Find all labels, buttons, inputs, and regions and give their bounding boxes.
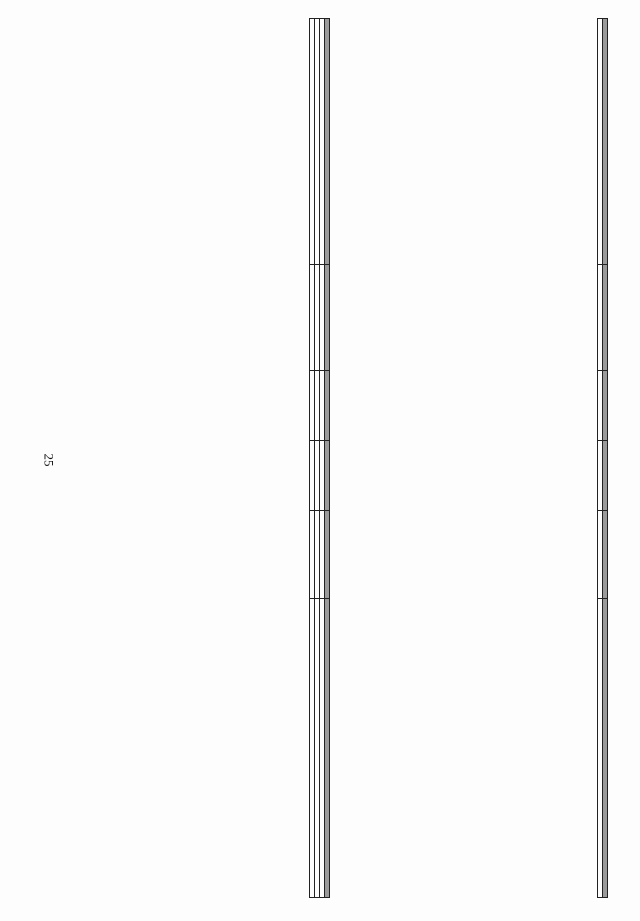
table-cell (310, 511, 315, 599)
col-header (603, 19, 608, 265)
col-header (603, 265, 608, 370)
main-table (309, 18, 330, 898)
table-cell (315, 370, 320, 440)
table-row (320, 19, 325, 898)
table-header-row (325, 19, 330, 898)
table-cell (310, 370, 315, 440)
table-cell (315, 599, 320, 898)
table-cell (320, 511, 325, 599)
table-cell (320, 440, 325, 510)
table-cell (598, 511, 603, 599)
table-cell (315, 440, 320, 510)
col-header (325, 19, 330, 265)
table-cell (310, 19, 315, 265)
table-header-row (603, 19, 608, 898)
col-header (325, 599, 330, 898)
col-header (325, 511, 330, 599)
continued-table (597, 18, 608, 898)
table-cell (310, 599, 315, 898)
table-cell (320, 19, 325, 265)
table-cell (598, 599, 603, 898)
table-row (310, 19, 315, 898)
col-header (603, 511, 608, 599)
table-row (598, 19, 603, 898)
col-header (603, 370, 608, 440)
table-cell (598, 265, 603, 370)
col-header (325, 440, 330, 510)
table-row (315, 19, 320, 898)
table-cell (315, 511, 320, 599)
table-cell (315, 265, 320, 370)
col-header (325, 370, 330, 440)
table-cell (310, 265, 315, 370)
table-cell (598, 370, 603, 440)
table-cell (320, 599, 325, 898)
table-cell (320, 370, 325, 440)
page-number: 25 (41, 453, 57, 467)
table-cell (598, 440, 603, 510)
col-header (603, 599, 608, 898)
table-cell (315, 19, 320, 265)
table-cell (310, 440, 315, 510)
table-cell (598, 19, 603, 265)
col-header (325, 265, 330, 370)
col-header (603, 440, 608, 510)
table-cell (320, 265, 325, 370)
